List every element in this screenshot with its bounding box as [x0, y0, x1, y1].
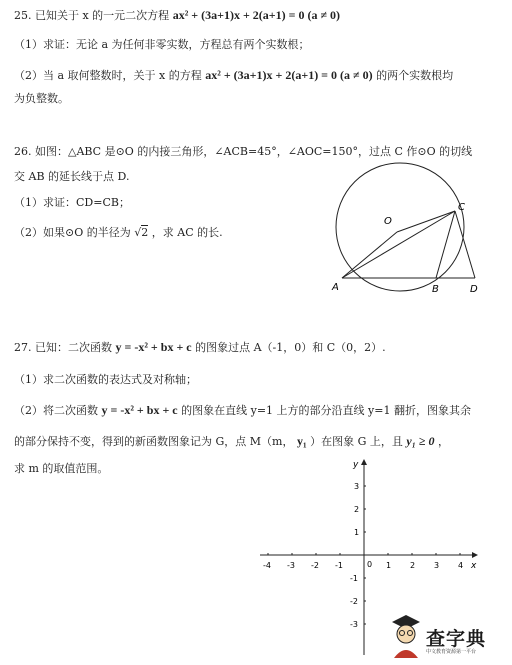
q27-part2-prefix: （2）将二次函数 [14, 404, 98, 417]
q27-y1: y₁ [296, 434, 307, 448]
segment-cd [455, 211, 475, 278]
q26-part2-prefix: （2）如果⊙O 的半径为 [14, 226, 131, 239]
y-tick-label: 2 [354, 505, 360, 514]
q27-part2-line3: 求 m 的取值范围。 [14, 462, 109, 475]
label-d: D [470, 284, 478, 295]
q25-part2-suffix: 的两个实数根均 [376, 69, 454, 82]
q27-suffix: 的图象过点 A（-1，0）和 C（0，2）. [195, 341, 386, 354]
watermark-subtitle: 中文教育资源第一平台 [426, 649, 477, 655]
x-axis-label: x [471, 561, 477, 571]
x-tick-label: 4 [458, 561, 464, 570]
y-tick-label: 1 [354, 528, 360, 537]
q25-equation: ax² + (3a+1)x + 2(a+1) = 0 (a ≠ 0) [172, 8, 341, 22]
logo-mascot-icon [388, 612, 424, 660]
q26-part2 [14, 226, 223, 240]
q27-part2-line2 [14, 434, 449, 449]
y-tick-label: 3 [354, 482, 360, 491]
x-tick-label: -3 [287, 561, 295, 570]
x-tick-label: 2 [410, 561, 416, 570]
q27-line2-prefix: 的部分保持不变，得到的新函数图象记为 G，点 M（m， [14, 435, 294, 448]
q27-part2-equation: y = -x² + bx + c [101, 403, 178, 417]
q27-equation: y = -x² + bx + c [115, 340, 192, 354]
q25-prefix: 25. 已知关于 x 的一元二次方程 [14, 9, 170, 22]
watermark-title: 查字典 [426, 628, 487, 650]
q27-part1: （1）求二次函数的表达式及对称轴； [14, 373, 197, 386]
q27-line2-mid: ）在图象 G 上，且 [310, 435, 403, 448]
sqrt-symbol: √ [134, 226, 142, 239]
y-axis-label: y [353, 460, 359, 470]
q26-part1: （1）求证：CD=CB； [14, 196, 130, 209]
label-b: B [432, 284, 439, 295]
q26-line1: 26. 如图：△ABC 是⊙O 的内接三角形，∠ACB=45°，∠AOC=150°，过点 C 作⊙O 的切线 [14, 145, 473, 158]
x-ticks [263, 553, 463, 570]
circle-o [336, 163, 464, 291]
q27-part2-suffix: 的图象在直线 y=1 上方的部分沿直线 y=1 翻折，图象其余 [181, 404, 471, 417]
label-o: O [384, 216, 392, 227]
q25-part2-cont: 为负整数。 [14, 92, 69, 105]
y-tick-label: -3 [350, 620, 358, 629]
q25-part2 [14, 68, 453, 83]
segment-ac [342, 211, 455, 278]
x-tick-label: -4 [263, 561, 271, 570]
segment-ao [342, 232, 397, 278]
q26-line2: 交 AB 的延长线于点 D. [14, 170, 130, 183]
x-tick-label: 3 [434, 561, 440, 570]
q26-figure [320, 160, 500, 300]
q27-line1 [14, 340, 386, 355]
q25-line1 [14, 8, 340, 23]
q26-radical: 2 [141, 226, 149, 239]
x-tick-label: 1 [386, 561, 392, 570]
q27-part2 [14, 403, 471, 418]
q25-part1: （1）求证：无论 a 为任何非零实数，方程总有两个实数根； [14, 38, 310, 51]
x-tick-label: -2 [311, 561, 319, 570]
origin-label: 0 [367, 560, 373, 569]
q26-part2-suffix: ，求 AC 的长. [151, 226, 223, 239]
label-a: A [332, 282, 339, 293]
x-tick-label: -1 [335, 561, 343, 570]
label-c: C [458, 202, 465, 213]
q27-condition: y₁ ≥ 0 [406, 434, 435, 448]
segment-oc [397, 211, 455, 232]
y-tick-label: -1 [350, 574, 358, 583]
q25-part2-equation: ax² + (3a+1)x + 2(a+1) = 0 (a ≠ 0) [205, 68, 373, 82]
q27-prefix: 27. 已知：二次函数 [14, 341, 112, 354]
q27-line2-end: ， [437, 435, 449, 448]
q25-part2-prefix: （2）当 a 取何整数时，关于 x 的方程 [14, 69, 202, 82]
y-tick-label: -2 [350, 597, 358, 606]
